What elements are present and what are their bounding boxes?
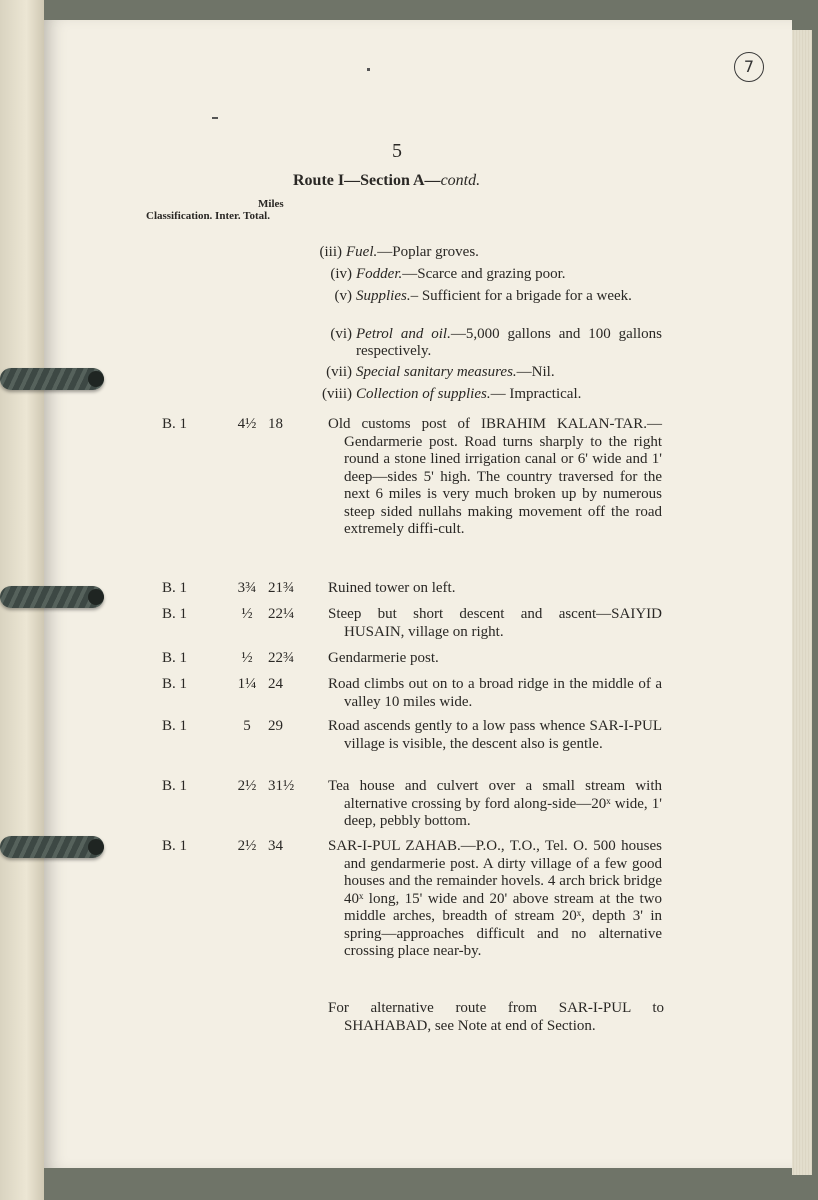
stage-description: Road climbs out on to a broad ridge in the middle of a valley 10 miles wide. [328,676,662,710]
supply-item: (vi) Petrol and oil.—5,000 gallons and 100 gallons respectively. [330,326,662,359]
supply-item: (iv) Fodder.—Scarce and grazing poor. [330,266,566,282]
inter-miles: 3¾ [237,580,257,596]
alternative-route-note: For alternative route from SAR-I-PUL to SHAHABAD, see Note at end of Section. [328,1000,664,1034]
total-miles: 34 [268,838,283,854]
total-miles: 24 [268,676,283,692]
column-headers: Classification. Inter. Total. [146,210,270,222]
stage-description: Steep but short descent and ascent—SAIYID HUSAIN, village on right. [328,606,662,640]
classification: B. 1 [162,416,188,432]
route-title: Route I—Section A—contd. [293,172,481,189]
inter-miles: 4½ [237,416,257,432]
total-miles: 29 [268,718,283,734]
binding-hole [88,371,104,387]
supply-item: (v) Supplies.– Sufficient for a brigade for a week. [334,288,632,304]
stage-description: Old customs post of IBRAHIM KALAN-TAR.—Gendarmerie post. Road turns sharply to the right round a stone lined irrigation canal or 6' wide and 1' deep—sides 5' high. The country traversed for the next 6 miles is very much broken up by numerous steep sided nullahs making movement off the road extremely diffi-cult. [328,416,662,537]
classification: B. 1 [162,718,188,734]
page-stack-edge [792,30,812,1175]
stage-description: Gendarmerie post. [328,650,439,666]
classification: B. 1 [162,838,188,854]
total-miles: 31½ [268,778,295,794]
folio-number: 7 [734,52,764,82]
stage-description: Road ascends gently to a low pass whence SAR-I-PUL village is visible, the descent also is gentle. [328,718,662,752]
supply-item: (vii) Special sanitary measures.—Nil. [326,364,555,380]
inter-miles: 1¼ [237,676,257,692]
stage-description: Tea house and culvert over a small stream with alternative crossing by ford along-side—20ˣ wide, 1' deep, pebbly bottom. [328,778,662,829]
classification: B. 1 [162,778,188,794]
inter-miles: 2½ [237,838,257,854]
classification: B. 1 [162,676,188,692]
page-number: 5 [392,140,402,162]
inter-miles: 5 [243,718,251,734]
inter-miles: ½ [241,606,253,622]
classification: B. 1 [162,580,188,596]
supply-item: (viii) Collection of supplies.— Impractical. [322,386,582,402]
total-miles: 22¾ [268,650,295,666]
inter-miles: 2½ [237,778,257,794]
binding-hole [88,839,104,855]
ink-fleck [212,117,218,119]
stage-description: SAR-I-PUL ZAHAB.—P.O., T.O., Tel. O. 500 houses and gendarmerie post. A dirty village of a few good houses and the remainder hovels. 4 arch brick bridge 40ˣ long, 15' wide and 20' above stream at the two middle arches, breadth of stream 20ˣ, depth 3' in spring—approaches difficult and no alternative crossing place near-by. [328,838,662,959]
total-miles: 18 [268,416,283,432]
binding-hole [88,589,104,605]
total-miles: 22¼ [268,606,295,622]
column-header-miles: Miles [258,198,284,210]
classification: B. 1 [162,606,188,622]
total-miles: 21¾ [268,580,295,596]
ink-fleck [367,68,370,71]
classification: B. 1 [162,650,188,666]
supply-item: (iii) Fuel.—Poplar groves. [319,244,479,260]
stage-description: Ruined tower on left. [328,580,456,596]
inter-miles: ½ [241,650,253,666]
